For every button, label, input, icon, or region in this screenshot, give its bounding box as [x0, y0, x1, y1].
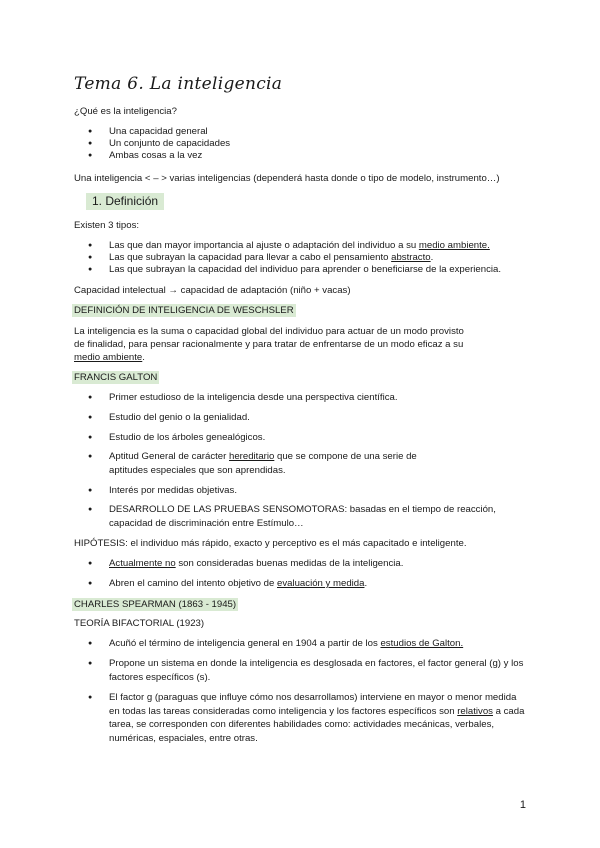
weschsler-line-1: La inteligencia es la suma o capacidad global del individuo para actuar de un modo provisto [74, 326, 464, 337]
list-item: ● Primer estudioso de la inteligencia desde una perspectiva científica. [88, 391, 529, 405]
list-item: ● Las que subrayan la capacidad del individuo para aprender o beneficiarse de la experiencia. [88, 264, 501, 276]
weschsler-line-3: medio ambiente. [74, 352, 145, 363]
capacidad-text: Capacidad intelectual → capacidad de adaptación (niño + vacas) [74, 285, 351, 296]
galton-heading: FRANCIS GALTON [74, 372, 158, 383]
page-number: 1 [519, 799, 526, 811]
weschsler-heading: DEFINICIÓN DE INTELIGENCIA DE WESCHSLER [74, 305, 294, 316]
list-item: ● Abren el camino del intento objetivo de evaluación y medida. [88, 577, 529, 591]
list-item: ● Una capacidad general [88, 126, 230, 138]
list-item: ● Las que dan mayor importancia al ajuste o adaptación del individuo a su medio ambiente. [88, 240, 501, 252]
spearman-heading: CHARLES SPEARMAN (1863 - 1945) [74, 599, 237, 610]
list-item: ● DESARROLLO DE LAS PRUEBAS SENSOMOTORAS: basadas en el tiempo de reacción, capacidad de discriminación entre Estímulo… [88, 503, 529, 530]
tipos-label: Existen 3 tipos: [74, 220, 140, 231]
list-item: ● Aptitud General de carácter hereditario que se compone de una serie de aptitudes especiales que son aprendidas. [88, 450, 449, 477]
page-title: Tema 6. La inteligencia [74, 74, 283, 94]
list-item: ● Acuñó el término de inteligencia general en 1904 a partir de los estudios de Galton. [88, 637, 529, 651]
varias-text: Una inteligencia < – > varias inteligencias (dependerá hasta donde o tipo de modelo, instrumento…) [74, 173, 500, 184]
list-item: ● Las que subrayan la capacidad para llevar a cabo el pensamiento abstracto. [88, 252, 501, 264]
list-item: ● Ambas cosas a la vez [88, 150, 230, 162]
list-item: ● Estudio de los árboles genealógicos. [88, 431, 529, 445]
list-item: ● Un conjunto de capacidades [88, 138, 230, 150]
intro-list [88, 126, 230, 162]
question-text: ¿Qué es la inteligencia? [74, 106, 177, 117]
list-item: ● Interés por medidas objetivas. [88, 484, 529, 498]
tipos-list [88, 240, 501, 276]
list-item: ● El factor g (paraguas que influye cómo nos desarrollamos) interviene en mayor o menor medida en todas las tareas consideradas como inteligencia y los factores específicos son relativos a cada tarea, se corresponden con diferentes habilidades como: actividades mecánicas, verbales, numéricas, espaciales, entre otras. [88, 691, 529, 745]
hipotesis-text: HIPÓTESIS: el individuo más rápido, exacto y perceptivo es el más capacitado e inteligente. [74, 538, 467, 549]
weschsler-line-2: de finalidad, para pensar racionalmente y para tratar de enfrentarse de un modo eficaz a su [74, 339, 464, 350]
list-item: ● Actualmente no son consideradas buenas medidas de la inteligencia. [88, 557, 529, 571]
list-item: ● Estudio del genio o la genialidad. [88, 411, 529, 425]
section-heading-definicion: 1. Definición [86, 193, 164, 210]
bifactorial-heading: TEORÍA BIFACTORIAL (1923) [74, 618, 205, 629]
list-item: ● Propone un sistema en donde la inteligencia es desglosada en factores, el factor general (g) y los factores específicos (s). [88, 657, 529, 684]
